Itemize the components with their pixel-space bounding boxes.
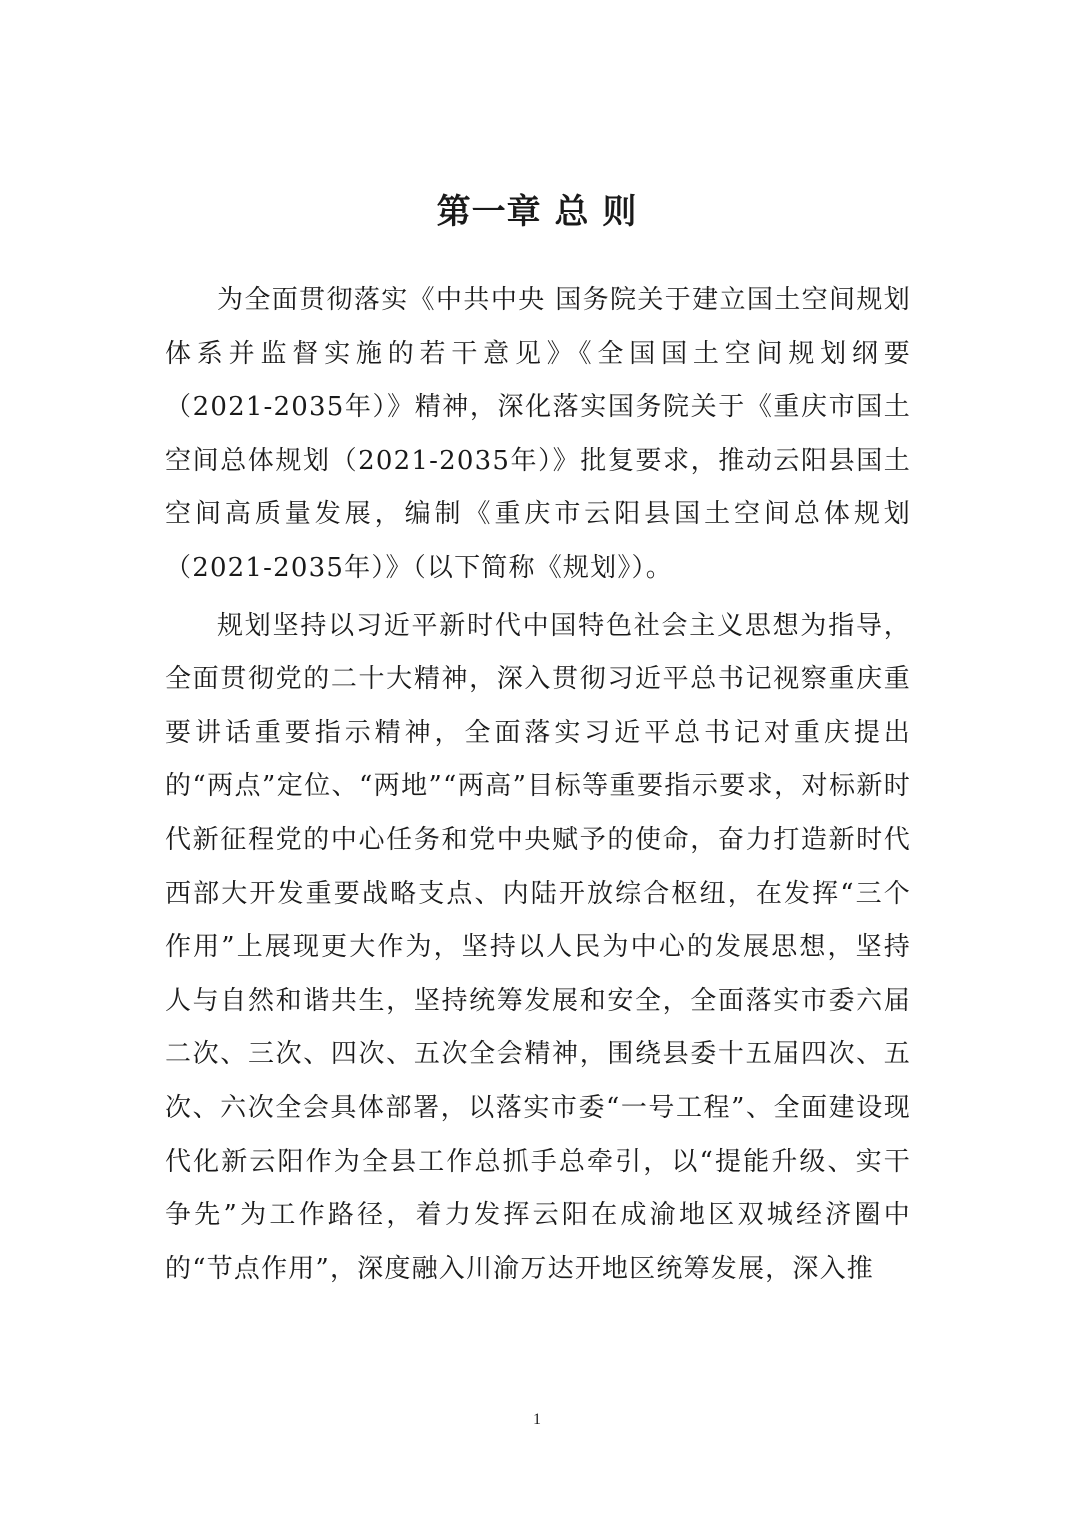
page-number: 1 (533, 1411, 541, 1428)
paragraph-intro: 为全面贯彻落实《中共中央 国务院关于建立国土空间规划体系并监督实施的若干意见》《全国国土空间规划纲要（2021-2035年）》精神，深化落实国务院关于《重庆市国土空间总体规划（2021-2035年）》批复要求，推动云阳县国土空间高质量发展，编制《重庆市云阳县国土空间总体规划（2021-2035年）》（以下简称《规划》）。 (165, 285, 911, 583)
document-body (165, 274, 911, 1300)
paragraph-guiding-principles: 规划坚持以习近平新时代中国特色社会主义思想为指导，全面贯彻党的二十大精神，深入贯彻习近平总书记视察重庆重要讲话重要指示精神，全面落实习近平总书记对重庆提出的“两点”定位、“两地”“两高”目标等重要指示要求，对标新时代新征程党的中心任务和党中央赋予的使命，奋力打造新时代西部大开发重要战略支点、内陆开放综合枢纽，在发挥“三个作用”上展现更大作为，坚持以人民为中心的发展思想，坚持人与自然和谐共生，坚持统筹发展和安全，全面落实市委六届二次、三次、四次、五次全会精神，围绕县委十五届四次、五次、六次全会具体部署，以落实市委“一号工程”、全面建设现代化新云阳作为全县工作总抓手总牵引，以“提能升级、实干争先”为工作路径，着力发挥云阳在成渝地区双城经济圈中的“节点作用”，深度融入川渝万达开地区统筹发展，深入推 (165, 610, 911, 1284)
chapter-title: 第一章 总 则 (436, 192, 638, 232)
